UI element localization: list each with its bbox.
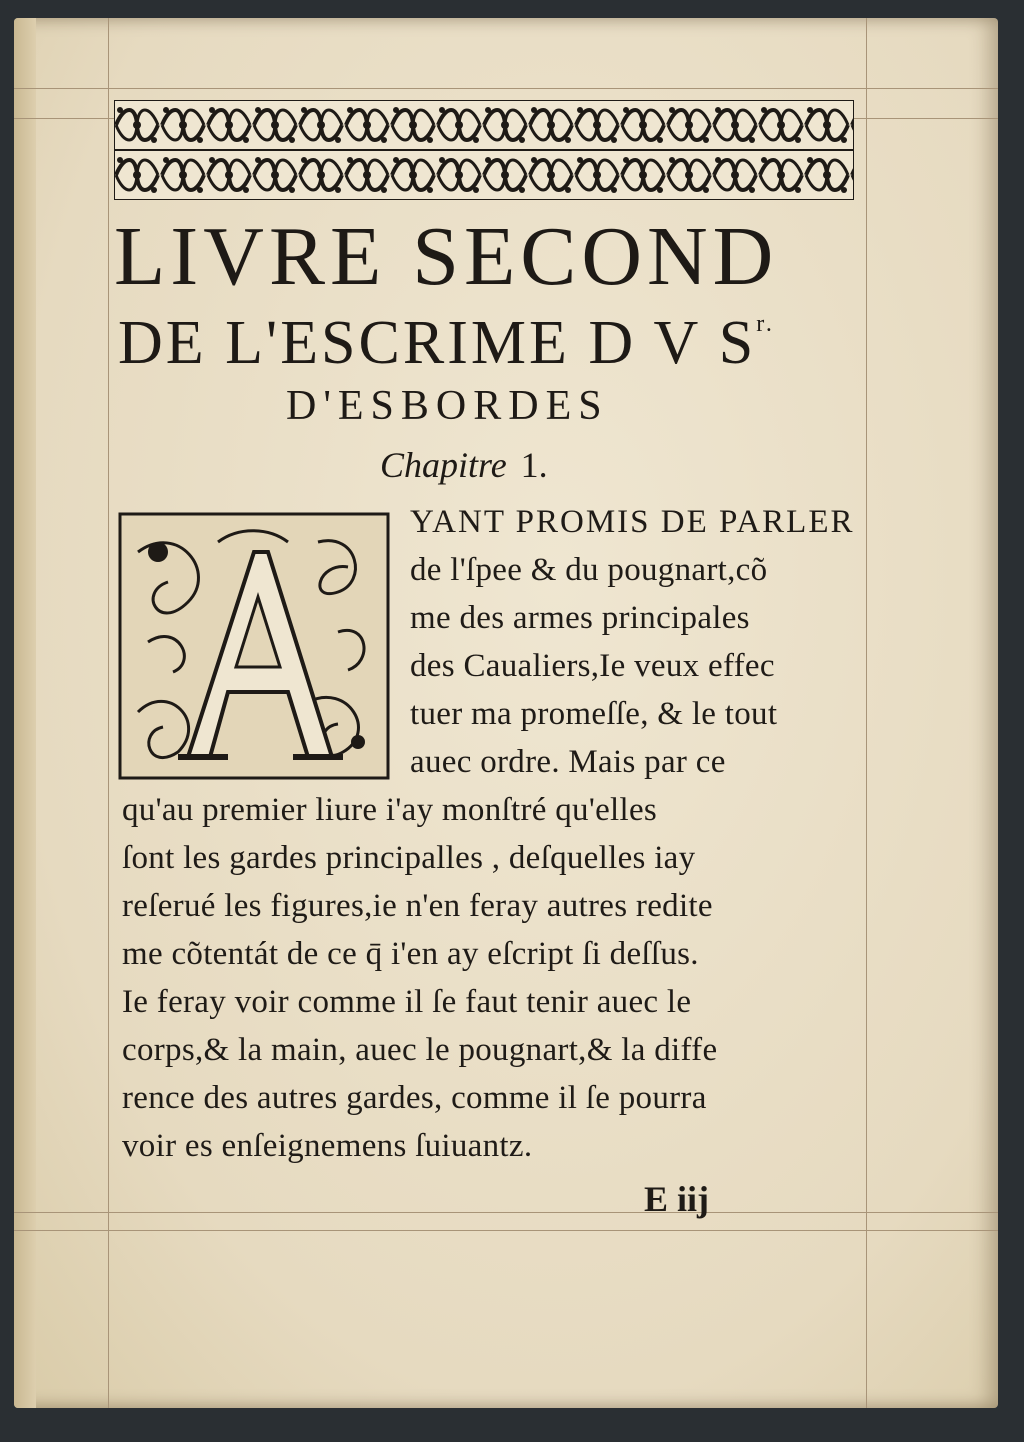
book-title-superscript: r.: [756, 311, 775, 337]
body-line-7: qu'au premier liure i'ay monſtré qu'elles: [122, 792, 658, 828]
signature-mark: E iij: [644, 1179, 710, 1219]
chapter-number: 1.: [520, 445, 548, 485]
book-page: [14, 18, 998, 1408]
book-title-line-2-text: DE L'ESCRIME D V S: [118, 309, 757, 377]
decorated-initial-a: [118, 512, 390, 780]
page-gutter: [14, 18, 36, 1408]
body-line-11: Ie feray voir comme il ſe faut tenir auec le: [122, 984, 692, 1020]
body-line-2: de l'ſpee & du pougnart,cõ: [410, 552, 768, 588]
chapter-label: Chapitre: [380, 445, 507, 485]
body-line-14: voir es enſeignemens ſuiuantz.: [122, 1128, 533, 1164]
body-line-8: ſont les gardes principalles , deſquelles iay: [122, 840, 696, 876]
frame-rule-right: [866, 18, 867, 1408]
book-title-line-2: [118, 308, 775, 379]
book-title-line-1: LIVRE SECOND: [114, 210, 779, 303]
body-line-13: rence des autres gardes, comme il ſe pourra: [122, 1080, 707, 1116]
body-line-12: corps,& la main, auec le pougnart,& la diffe: [122, 1032, 718, 1068]
frame-rule-bottom: [14, 1212, 998, 1213]
body-line-5: tuer ma promeſſe, & le tout: [410, 696, 778, 732]
body-line-9: reſerué les figures,ie n'en feray autres redite: [122, 888, 713, 924]
book-title-line-3: D'ESBORDES: [286, 383, 609, 429]
frame-rule-bottom-2: [14, 1230, 998, 1231]
body-line-3: me des armes principales: [410, 600, 750, 636]
ornament-band: [114, 100, 854, 200]
frame-rule-left: [108, 18, 109, 1408]
body-line-6: auec ordre. Mais par ce: [410, 744, 726, 780]
chapter-heading: [380, 444, 548, 486]
body-line-1: YANT PROMIS DE PARLER: [410, 504, 855, 540]
body-line-10: me cõtentát de ce q̄ i'en ay eſcript ſi deſſus.: [122, 936, 699, 972]
body-line-4: des Caualiers,Ie veux effec: [410, 648, 775, 684]
frame-rule-top: [14, 88, 998, 89]
